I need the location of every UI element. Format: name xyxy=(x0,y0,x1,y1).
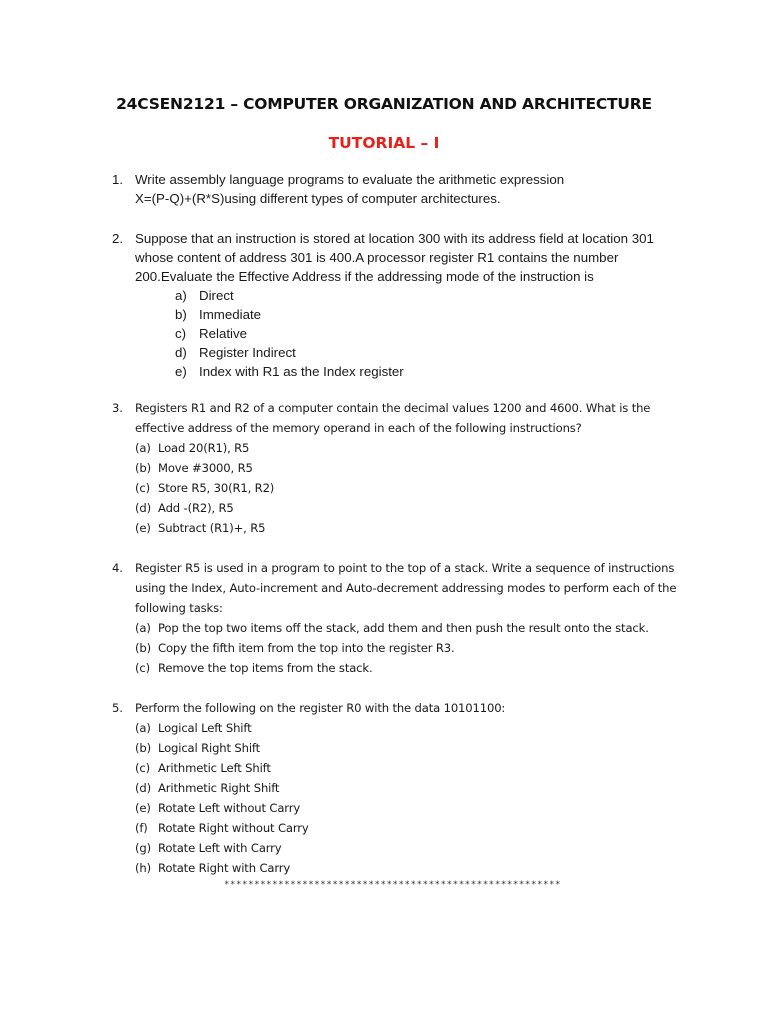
option-item xyxy=(135,478,695,498)
option-text: Arithmetic Right Shift xyxy=(158,781,280,795)
option-text: Remove the top items from the stack. xyxy=(158,661,373,675)
option-text: Pop the top two items off the stack, add them and then push the result onto the stack. xyxy=(158,621,649,635)
course-title: 24CSEN2121 – COMPUTER ORGANIZATION AND ARCHITECTURE xyxy=(116,95,652,113)
question-text-line: Write assembly language programs to evaluate the arithmetic expression xyxy=(135,172,565,187)
question-text-line: following tasks: xyxy=(135,601,223,615)
option-item xyxy=(135,498,695,518)
option-item xyxy=(135,738,695,758)
option-text: Logical Left Shift xyxy=(158,721,252,735)
question-number: 3. xyxy=(112,401,123,415)
option-item xyxy=(135,458,695,478)
option-label: (e) xyxy=(135,521,151,535)
option-item xyxy=(175,286,695,305)
question-text-line: Perform the following on the register R0 with the data 10101100: xyxy=(135,701,506,715)
option-label: (a) xyxy=(135,721,151,735)
option-label: (c) xyxy=(135,481,150,495)
question-text-line: X=(P-Q)+(R*S)using different types of computer architectures. xyxy=(135,191,501,206)
question-number: 2. xyxy=(112,231,124,246)
option-text: Subtract (R1)+, R5 xyxy=(158,521,266,535)
option-label: c) xyxy=(175,326,187,341)
option-item xyxy=(135,758,695,778)
option-item xyxy=(175,324,695,343)
option-label: (d) xyxy=(135,781,151,795)
option-text: Direct xyxy=(199,288,234,303)
option-item xyxy=(175,343,695,362)
question-text-line: 200.Evaluate the Effective Address if the addressing mode of the instruction is xyxy=(135,269,594,284)
option-label: (d) xyxy=(135,501,151,515)
option-text: Add -(R2), R5 xyxy=(158,501,234,515)
option-label: (g) xyxy=(135,841,151,855)
option-text: Load 20(R1), R5 xyxy=(158,441,250,455)
option-item xyxy=(135,718,695,738)
option-text: Index with R1 as the Index register xyxy=(199,364,404,379)
question-number: 1. xyxy=(112,172,124,187)
option-item xyxy=(135,518,695,538)
option-item xyxy=(135,658,695,678)
option-text: Rotate Right without Carry xyxy=(158,821,309,835)
tutorial-heading: TUTORIAL – I xyxy=(328,134,440,152)
option-item xyxy=(135,618,695,638)
option-text: Rotate Right with Carry xyxy=(158,861,291,875)
option-item xyxy=(135,818,695,838)
option-label: (f) xyxy=(135,821,148,835)
option-text: Relative xyxy=(199,326,248,341)
option-text: Rotate Left without Carry xyxy=(158,801,301,815)
footer-separator: ******************************************************** xyxy=(224,880,562,890)
option-label: (b) xyxy=(135,741,151,755)
option-item xyxy=(135,638,695,658)
option-label: (b) xyxy=(135,461,151,475)
option-item xyxy=(135,838,695,858)
question-number: 5. xyxy=(112,701,123,715)
option-item xyxy=(175,305,695,324)
option-text: Immediate xyxy=(199,307,262,322)
question-text-line: whose content of address 301 is 400.A processor register R1 contains the number xyxy=(135,250,619,265)
question-text-line: Suppose that an instruction is stored at location 300 with its address field at location 301 xyxy=(135,231,654,246)
option-item xyxy=(135,798,695,818)
option-text: Register Indirect xyxy=(199,345,296,360)
option-label: (a) xyxy=(135,441,151,455)
option-text: Arithmetic Left Shift xyxy=(158,761,271,775)
option-label: b) xyxy=(175,307,187,322)
option-label: (e) xyxy=(135,801,151,815)
option-item xyxy=(135,858,695,878)
option-label: (b) xyxy=(135,641,151,655)
question-text-line: Registers R1 and R2 of a computer contain the decimal values 1200 and 4600. What is the xyxy=(135,401,651,415)
option-label: a) xyxy=(175,288,187,303)
question-number: 4. xyxy=(112,561,123,575)
option-label: (a) xyxy=(135,621,151,635)
option-text: Copy the fifth item from the top into the register R3. xyxy=(158,641,455,655)
question-text-line: Register R5 is used in a program to point to the top of a stack. Write a sequence of instructions xyxy=(135,561,675,575)
question-text-line: using the Index, Auto-increment and Auto-decrement addressing modes to perform each of the xyxy=(135,581,677,595)
option-label: (c) xyxy=(135,661,150,675)
option-text: Move #3000, R5 xyxy=(158,461,253,475)
option-item xyxy=(135,778,695,798)
question-text-line: effective address of the memory operand in each of the following instructions? xyxy=(135,421,582,435)
option-label: d) xyxy=(175,345,187,360)
option-item xyxy=(135,438,695,458)
option-label: (c) xyxy=(135,761,150,775)
option-text: Store R5, 30(R1, R2) xyxy=(158,481,275,495)
option-text: Rotate Left with Carry xyxy=(158,841,282,855)
option-item xyxy=(175,362,695,381)
option-text: Logical Right Shift xyxy=(158,741,261,755)
option-label: (h) xyxy=(135,861,151,875)
option-label: e) xyxy=(175,364,187,379)
